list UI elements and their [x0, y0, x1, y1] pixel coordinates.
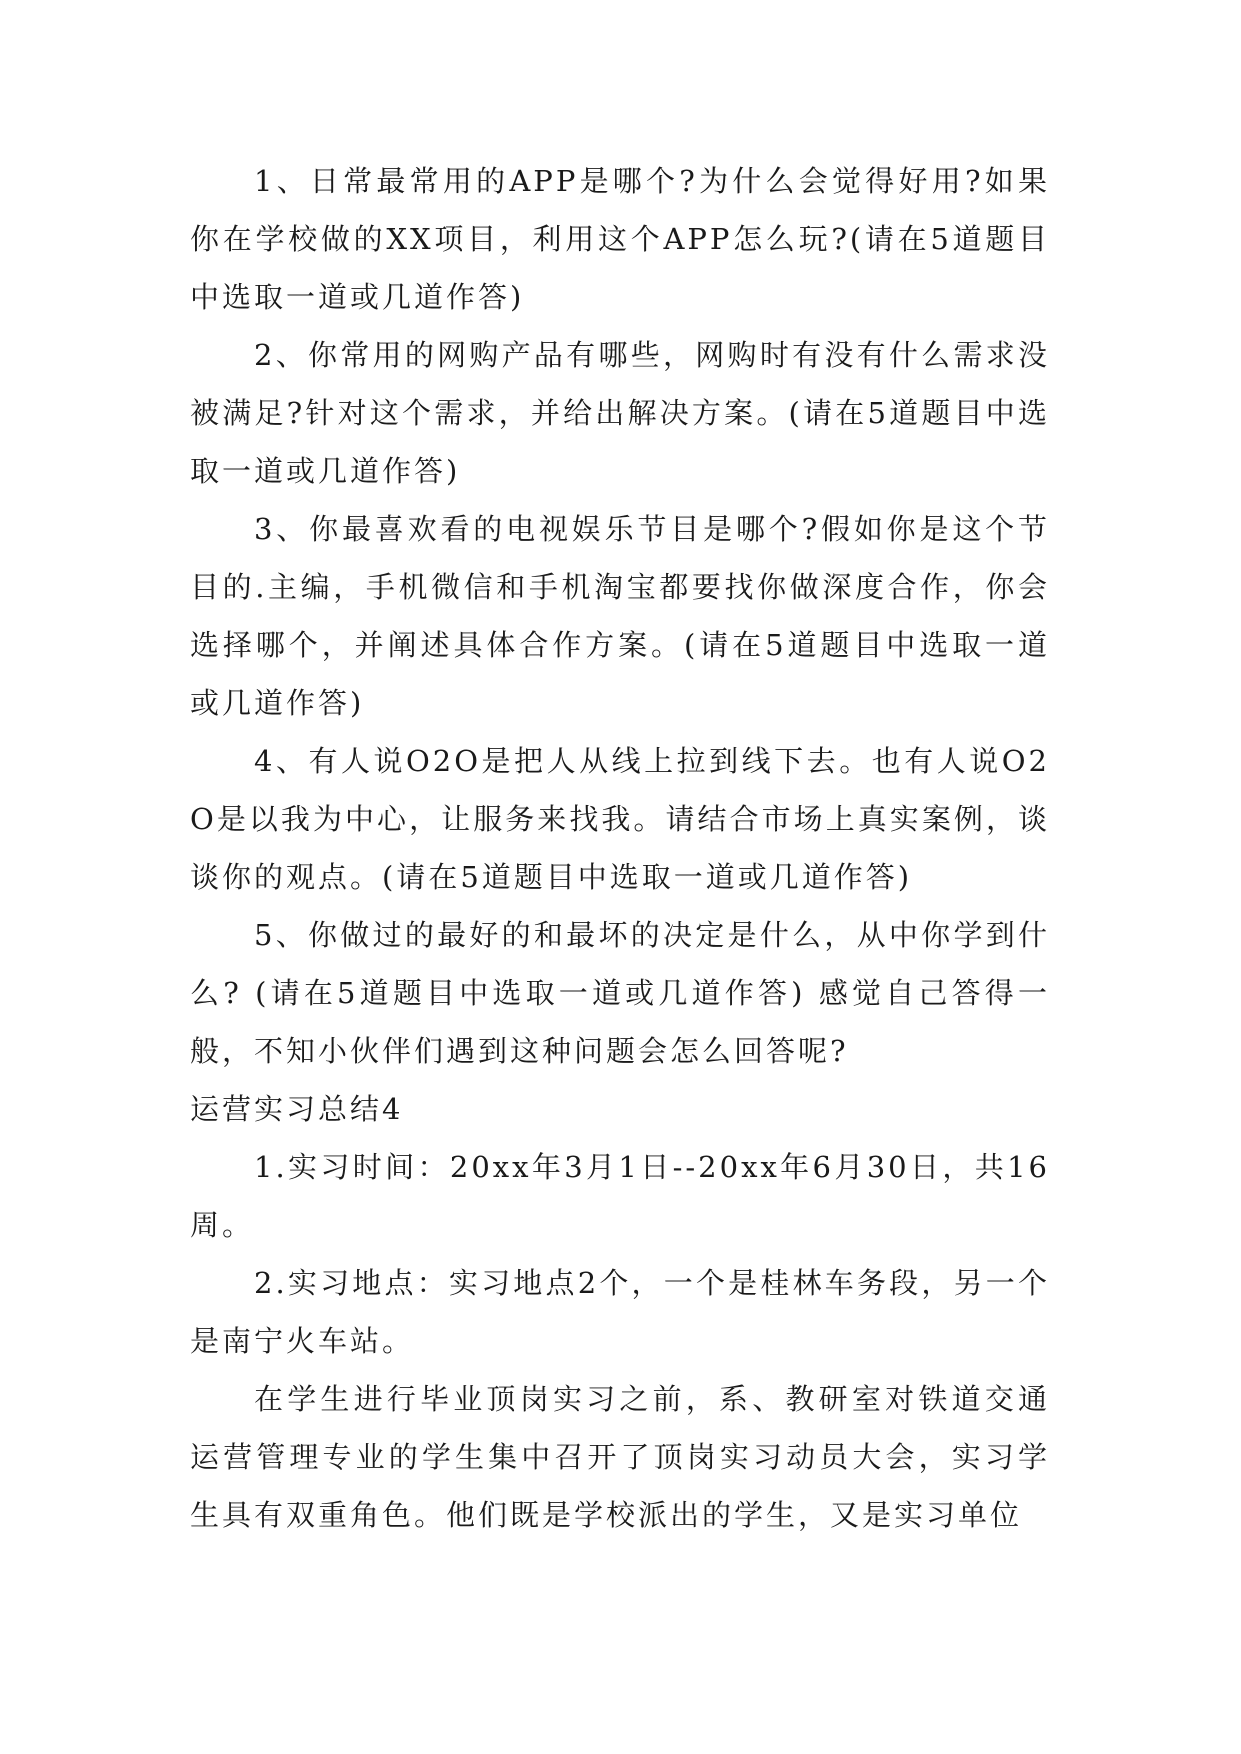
body-paragraph: 在学生进行毕业顶岗实习之前，系、教研室对铁道交通运营管理专业的学生集中召开了顶岗实习动员大会，实习学生具有双重角色。他们既是学校派出的学生，又是实习单位	[190, 1382, 1050, 1532]
question-5-paragraph: 5、你做过的最好的和最坏的决定是什么，从中你学到什么? (请在5道题目中选取一道或几道作答) 感觉自己答得一般，不知小伙伴们遇到这种问题会怎么回答呢?	[190, 918, 1050, 1068]
internship-time-paragraph: 1.实习时间：20xx年3月1日--20xx年6月30日，共16周。	[190, 1150, 1050, 1242]
question-1-paragraph: 1、日常最常用的APP是哪个?为什么会觉得好用?如果你在学校做的XX项目，利用这个APP怎么玩?(请在5道题目中选取一道或几道作答)	[190, 164, 1050, 314]
section-heading: 运营实习总结4	[190, 1092, 404, 1126]
question-2-paragraph: 2、你常用的网购产品有哪些，网购时有没有什么需求没被满足?针对这个需求，并给出解决方案。(请在5道题目中选取一道或几道作答)	[190, 338, 1050, 488]
question-4-paragraph: 4、有人说O2O是把人从线上拉到线下去。也有人说O2O是以我为中心，让服务来找我。请结合市场上真实案例，谈谈你的观点。(请在5道题目中选取一道或几道作答)	[190, 744, 1050, 894]
document-body	[190, 152, 1050, 1544]
question-3-paragraph: 3、你最喜欢看的电视娱乐节目是哪个?假如你是这个节目的.主编，手机微信和手机淘宝都要找你做深度合作，你会选择哪个，并阐述具体合作方案。(请在5道题目中选取一道或几道作答)	[190, 512, 1050, 720]
internship-location-paragraph: 2.实习地点：实习地点2个，一个是桂林车务段，另一个是南宁火车站。	[190, 1266, 1050, 1358]
